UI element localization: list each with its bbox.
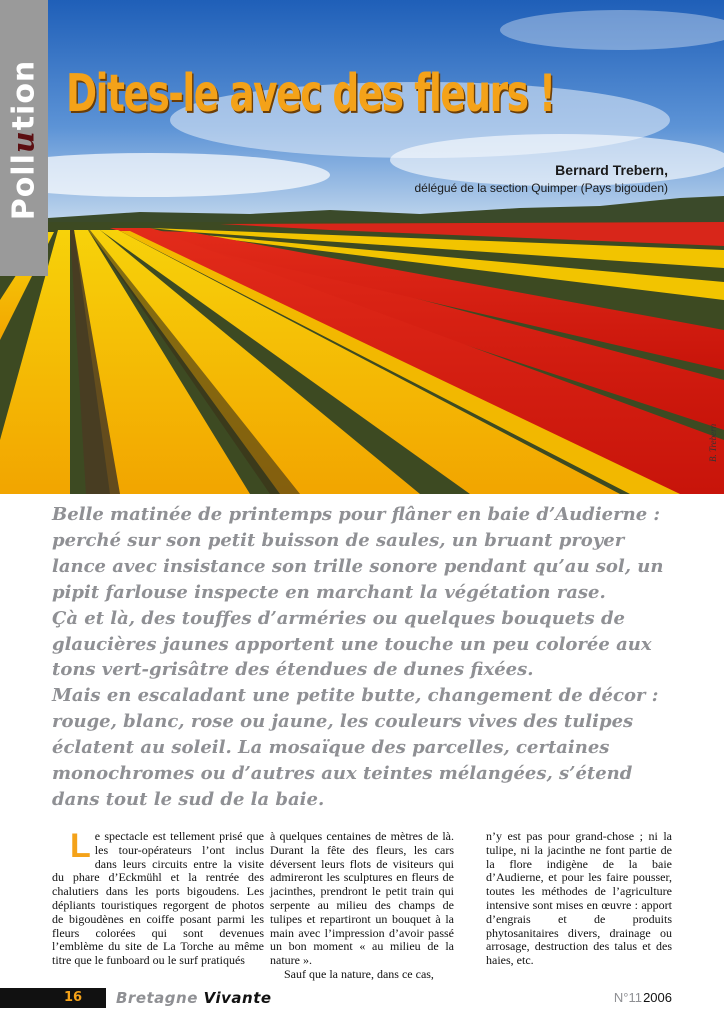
author-name: Bernard Trebern, — [555, 162, 668, 178]
body-paragraph: Sauf que la nature, dans ce cas, — [284, 966, 434, 981]
body-paragraph: n’y est pas pour grand-chose ; ni la tulipe, ni la jacinthe ne font partie de la flore indigène de la baie d’Audierne, et pour les faire pousser, toutes les méthodes de l’agriculture intensive sont mises en œuvre : apport d’engrais et de produits phytosanitaires divers, drainage ou arrosage, destruction des talus et des haies, etc. — [486, 829, 672, 968]
intro-paragraph: Belle matinée de printemps pour flâner en baie d’Audierne : perché sur son petit buisson de saules, un bruant proyer lance avec insistance son trille sonore pendant qu’au sol, un pipit farlouse inspecte en marchant la végétation rase. — [52, 504, 664, 603]
magazine-name-part: Vivante — [203, 989, 272, 1007]
issue-year: 2006 — [643, 990, 672, 1005]
page-number: 16 — [64, 990, 83, 1005]
section-label-part: tion — [6, 59, 42, 131]
body-column-2 — [270, 830, 454, 982]
section-tab — [0, 0, 48, 276]
article-intro — [52, 502, 672, 813]
author-role: délégué de la section Quimper (Pays bigouden) — [414, 181, 668, 195]
intro-paragraph: Mais en escaladant une petite butte, changement de décor : rouge, blanc, rose ou jaune, les couleurs vives des tulipes éclatent au soleil. La mosaïque des parcelles, certaines monochromes ou d’autres aux teintes mélangées, s’étend dans tout le sud de la baie. — [52, 685, 659, 810]
photo-credit: B. Trebern — [708, 423, 718, 462]
drop-cap: L — [70, 827, 91, 865]
section-label-part: Poll — [6, 153, 42, 221]
section-label-part: u — [6, 130, 42, 154]
body-text: e spectacle est tellement prisé que les tour-opérateurs l’ont inclus dans leurs circuits entre la visite du phare d’Eckmühl et la rentrée des chalutiers dans les ports bigoudens. Les dépliants touristiques regorgent de photos de bigoudènes en coiffe posant parmi les fleurs colorées qui sont devenues l’emblème du site de La Torche au même titre que le funboard ou le surf pratiqués — [52, 829, 264, 968]
page-number-bar — [0, 988, 106, 1008]
body-paragraph — [52, 827, 264, 968]
issue-number: N°11 — [613, 990, 642, 1005]
body-paragraph: à quelques centaines de mètres de là. Durant la fête des fleurs, les cars déversent leurs flots de visiteurs qui admireront les sculptures en fleurs de jacinthes, prendront le petit train qui serpente au milieu des champs de tulipes et repartiront un bouquet à la main avec l’impression d’avoir passé un bon moment « au milieu de la nature ». — [270, 829, 454, 968]
section-label — [7, 60, 42, 221]
intro-paragraph: Çà et là, des touffes d’arméries ou quelques bouquets de glaucières jaunes apportent une touche un peu colorée aux tons vert-grisâtre des étendues de dunes fixées. — [52, 607, 652, 681]
article-title: Dites-le avec des fleurs ! — [66, 64, 555, 124]
body-column-3 — [486, 830, 672, 968]
magazine-name — [116, 988, 272, 1008]
body-column-1 — [52, 827, 264, 968]
magazine-name-part: Bretagne — [116, 989, 198, 1007]
